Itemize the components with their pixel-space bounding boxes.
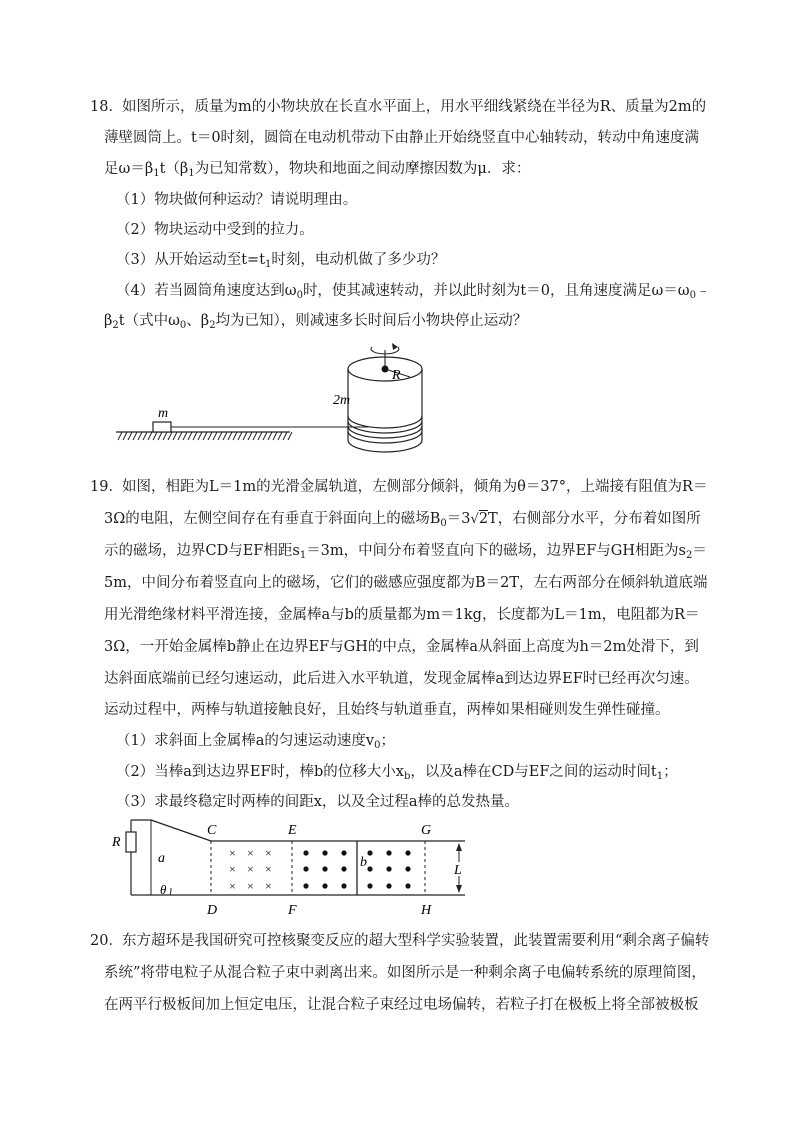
dot-mark bbox=[405, 866, 410, 871]
q18-sub-1a: 1 bbox=[153, 168, 160, 179]
q19-p2a: （2）当棒a到达边界EF时，棒b的位移大小x bbox=[116, 764, 404, 780]
q18-l3a: 足ω＝β bbox=[104, 161, 154, 177]
q18-line-1: 如图所示，质量为m的小物块放在长直水平面上，用水平细线紧绕在半径为R、质量为2m的 bbox=[122, 99, 707, 115]
q18-p4a: （4）若当圆筒角速度达到ω bbox=[116, 283, 297, 299]
label-theta: θ bbox=[160, 882, 167, 897]
cross-mark: × bbox=[265, 862, 272, 876]
label-b: b bbox=[360, 855, 367, 870]
q19-l2d: T，右侧部分水平，分布着如图所 bbox=[488, 511, 701, 527]
block-mass-label: m bbox=[158, 406, 169, 421]
q18-sub-b2b: 2 bbox=[209, 320, 216, 331]
q19-line-1: 如图，相距为L＝1m的光滑金属轨道，左侧部分倾斜，倾角为θ＝37°，上端接有阻值为R＝ bbox=[122, 479, 708, 495]
cylinder-mass-label: 2m bbox=[333, 393, 351, 408]
label-H: H bbox=[421, 903, 432, 918]
dim-arrowhead-down bbox=[456, 885, 462, 893]
cross-mark: × bbox=[229, 879, 236, 893]
cross-mark: × bbox=[247, 879, 254, 893]
q19-p1a: （1）求斜面上金属棒a的匀速运动速度v bbox=[116, 733, 375, 749]
q19-p2b: ，以及a棒在CD与EF之间的运动时间t bbox=[410, 764, 657, 780]
q18-p3a: （3）从开始运动至t=t bbox=[116, 252, 266, 268]
cross-mark: × bbox=[265, 879, 272, 893]
q20-line-3: 在两平行极板间加上恒定电压，让混合粒子束经过电场偏转，若粒子打在极板上将全部被极板 bbox=[104, 997, 699, 1013]
q18-part-2: （2）物块运动中受到的拉力。 bbox=[116, 222, 314, 238]
q19-line-8: 运动过程中，两棒与轨道接触良好，且始终与轨道垂直，两棒如果相碰则发生弹性碰撞。 bbox=[104, 702, 670, 718]
q19-l2a: 3Ω的电阻，左侧空间存在有垂直于斜面向上的磁场B bbox=[104, 511, 441, 527]
dot-mark bbox=[341, 850, 346, 855]
q18-sub-w0c: 0 bbox=[179, 320, 187, 331]
sqrt-sign: √ bbox=[470, 512, 479, 527]
q18-sub-t1: 1 bbox=[265, 259, 272, 270]
q19-line-5: 用光滑绝缘材料平滑连接，金属棒a与b的质量都为m＝1kg，长度都为L＝1m，电阻都为R＝ bbox=[104, 607, 700, 623]
dot-mark bbox=[322, 883, 327, 888]
dim-arrowhead-up bbox=[456, 843, 462, 851]
label-E: E bbox=[288, 823, 297, 838]
q18-line-2: 薄壁圆筒上。t＝0时刻，圆筒在电动机带动下由静止开始绕竖直中心轴转动，转动中角速度满 bbox=[104, 130, 700, 146]
q19-l2b: ＝3 bbox=[446, 511, 471, 527]
cross-mark: × bbox=[247, 862, 254, 876]
q19-l3a: 示的磁场，边界CD与EF相距s bbox=[104, 543, 300, 559]
radius-label: R bbox=[392, 368, 401, 383]
dot-mark bbox=[303, 883, 308, 888]
cross-mark: × bbox=[229, 846, 236, 860]
q18-sub-1b: 1 bbox=[188, 168, 195, 179]
dot-mark bbox=[341, 883, 346, 888]
dot-mark bbox=[367, 866, 372, 871]
q19-sub-s2: 2 bbox=[685, 550, 693, 561]
q18-p4f: 、β bbox=[186, 313, 210, 329]
cross-mark: × bbox=[229, 862, 236, 876]
q19-sub-v0: 0 bbox=[374, 740, 381, 751]
q18-l3c: 为已知常数），物块和地面之间动摩擦因数为μ．求： bbox=[194, 161, 531, 177]
dot-mark bbox=[367, 883, 372, 888]
q18-p3b: 时刻，电动机做了多少功？ bbox=[271, 252, 446, 268]
dot-mark bbox=[386, 866, 391, 871]
q19-line-6: 3Ω，一开始金属棒b静止在边界EF与GH的中点，金属棒a从斜面上高度为h＝2m处滑下，到 bbox=[104, 639, 699, 655]
dot-mark bbox=[322, 850, 327, 855]
q19-number: 19． bbox=[90, 479, 123, 495]
dot-mark bbox=[386, 883, 391, 888]
sqrt-radicand: 2 bbox=[478, 511, 489, 527]
cross-mark: × bbox=[265, 846, 272, 860]
q19-p1b: ； bbox=[380, 733, 395, 749]
q19-l3b: ＝3m，中间分布着竖直向下的磁场，边界EF与GH相距为s bbox=[306, 543, 686, 559]
dot-mark bbox=[322, 866, 327, 871]
dot-mark bbox=[303, 850, 308, 855]
q19-l3c: ＝ bbox=[692, 543, 707, 559]
label-L: L bbox=[454, 863, 462, 878]
q19-p2c: ； bbox=[663, 764, 678, 780]
field-into-page bbox=[229, 846, 272, 893]
dot-mark bbox=[341, 866, 346, 871]
q18-p4g: 均为已知），则减速多长时间后小物块停止运动？ bbox=[215, 313, 528, 329]
theta-arc bbox=[170, 888, 171, 895]
label-F: F bbox=[288, 903, 297, 918]
q19-sub-t1: 1 bbox=[656, 771, 664, 782]
dot-mark bbox=[405, 850, 410, 855]
q19-sub-s1: 1 bbox=[299, 550, 307, 561]
q20-line-1: 东方超环是我国研究可控核聚变反应的超大型科学实验装置，此装置需要利用“剩余离子偏转 bbox=[122, 933, 710, 949]
label-D: D bbox=[207, 903, 218, 918]
q18-p4b: 时，使其减速转动，并以此时刻为t＝0，且角速度满足ω＝ω bbox=[302, 283, 690, 299]
dot-mark bbox=[367, 850, 372, 855]
label-C: C bbox=[207, 823, 217, 838]
label-G: G bbox=[421, 823, 432, 838]
boundaries bbox=[211, 841, 425, 895]
q18-sub-w0b: 0 bbox=[689, 290, 697, 301]
label-R: R bbox=[112, 835, 121, 850]
dot-mark bbox=[405, 883, 410, 888]
dot-mark bbox=[303, 866, 308, 871]
q19-part-3: （3）求最终稳定时两棒的间距x，以及全过程a棒的总发热量。 bbox=[116, 794, 520, 810]
q19-line-7: 达斜面底端前已经匀速运动，此后进入水平轨道，发现金属棒a到达边界EF时已经再次匀速。 bbox=[104, 671, 699, 687]
dot-mark bbox=[386, 850, 391, 855]
q18-p4c: ﹣ bbox=[696, 283, 711, 299]
q18-p4e: t（式中ω bbox=[118, 313, 180, 329]
q18-part-1: （1）物块做何种运动？请说明理由。 bbox=[116, 192, 358, 208]
cross-mark: × bbox=[247, 846, 254, 860]
q18-l3b: t（β bbox=[159, 161, 189, 177]
q19-sub-B0: 0 bbox=[440, 518, 447, 529]
q18-p4d: β bbox=[104, 313, 113, 329]
label-a: a bbox=[158, 851, 165, 866]
q18-sub-w0a: 0 bbox=[296, 290, 303, 301]
q20-line-2: 系统”将带电粒子从混合粒子束中剥离出来。如图所示是一种剩余离子电偏转系统的原理简图， bbox=[104, 965, 706, 981]
q18-number: 18． bbox=[90, 99, 123, 115]
q19-sub-xb: b bbox=[403, 771, 411, 782]
q20-number: 20． bbox=[90, 933, 123, 949]
q19-line-4: 5m，中间分布着竖直向上的磁场，它们的磁感应强度都为B＝2T，左右两部分在倾斜轨道底端 bbox=[104, 575, 708, 591]
q18-sub-b2a: 2 bbox=[112, 320, 119, 331]
